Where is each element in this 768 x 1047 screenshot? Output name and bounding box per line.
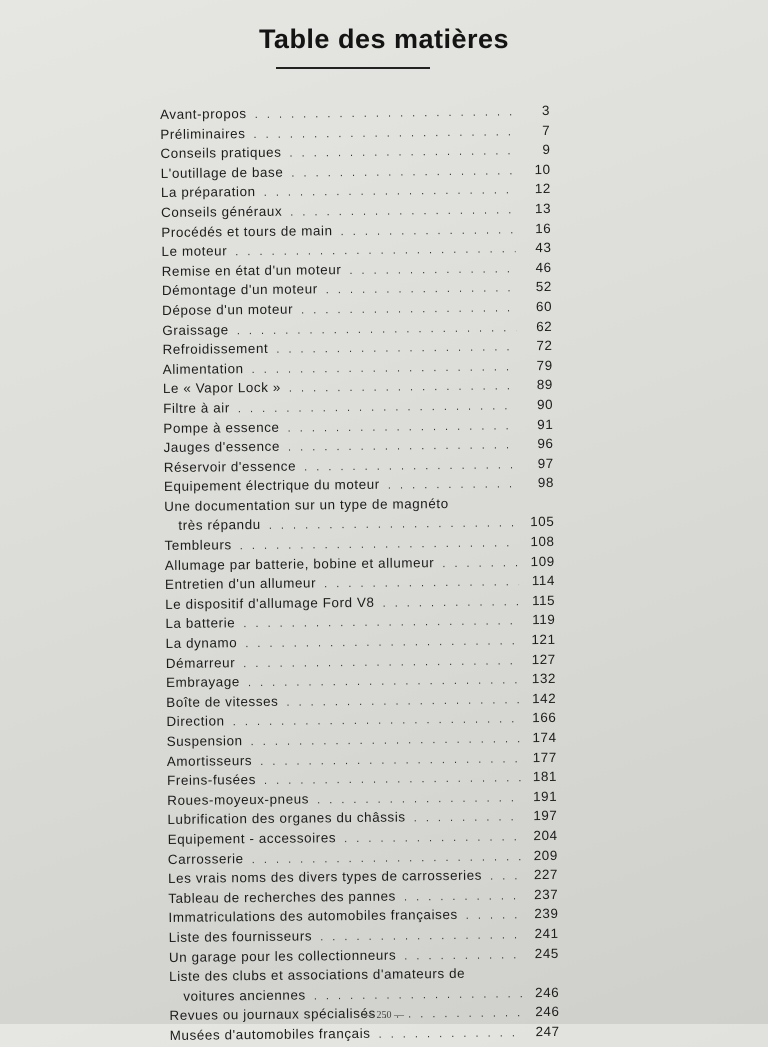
toc-entry-page-number: 142	[531, 690, 557, 706]
toc-entry-label: Tableau de recherches des pannes	[168, 888, 397, 906]
toc-entry-page-number: 12	[534, 181, 551, 197]
toc-entry-label: voitures anciennes	[183, 987, 306, 1004]
dot-leader	[243, 616, 519, 631]
dot-leader	[404, 949, 523, 962]
toc-entry-label: Suspension	[166, 733, 243, 749]
toc-entry-label: Un garage pour les collectionneurs	[168, 947, 397, 965]
toc-entry-label: Le dispositif d'allumage Ford V8	[165, 594, 375, 612]
dot-leader	[466, 910, 523, 923]
toc-entry-page-number: 181	[532, 769, 558, 785]
toc-entry-page-number: 127	[531, 651, 556, 667]
dot-leader	[255, 106, 515, 121]
toc-entry-page-number: 115	[531, 592, 556, 608]
toc-entry-page-number: 239	[534, 906, 559, 922]
toc-entry	[170, 1024, 560, 1047]
toc-entry-label: Dépose d'un moteur	[162, 301, 294, 318]
toc-entry-page-number: 204	[533, 827, 558, 844]
toc-entry-label: Procédés et tours de main	[161, 222, 333, 240]
toc-entry-page-number: 197	[533, 808, 558, 824]
toc-entry-page-number: 91	[537, 416, 554, 432]
dot-leader	[238, 400, 517, 415]
dot-leader	[252, 361, 517, 376]
dot-leader	[291, 165, 514, 179]
toc-entry-label: Jauges d'essence	[163, 438, 281, 456]
toc-entry-label: Le moteur	[161, 243, 228, 260]
dot-leader	[286, 694, 520, 708]
toc-entry-label: Démarreur	[165, 654, 236, 671]
toc-entry-page-number: 237	[534, 886, 559, 902]
toc-entry-label: Lubrification des organes du châssis	[167, 809, 406, 828]
toc-entry-page-number: 9	[542, 142, 551, 158]
toc-entry-label: Démontage d'un moteur	[161, 281, 318, 299]
toc-entry-label: L'outillage de base	[160, 164, 284, 181]
toc-entry-page-number: 98	[537, 475, 555, 491]
dot-leader	[248, 674, 520, 689]
dot-leader	[490, 870, 522, 882]
page-number-footer: — 250 —	[364, 1010, 404, 1021]
toc-entry-page-number: 245	[534, 945, 559, 961]
toc-entry-label: Les vrais noms des divers types de carrosseries	[168, 867, 483, 887]
toc-entry-page-number: 132	[531, 671, 557, 687]
toc-entry-page-number: 105	[530, 514, 555, 530]
toc-entry-page-number: 52	[535, 279, 552, 295]
toc-entry-page-number: 241	[534, 925, 559, 942]
dot-leader	[264, 185, 515, 200]
toc-entry-page-number: 166	[532, 710, 557, 726]
toc-entry-page-number: 7	[542, 122, 551, 138]
dot-leader	[326, 283, 516, 297]
toc-entry-page-number: 89	[536, 377, 554, 393]
toc-entry-label: Refroidissement	[162, 341, 269, 358]
toc-entry-page-number: 96	[537, 435, 554, 452]
toc-entry-label: Freins-fusées	[166, 772, 257, 789]
dot-leader	[324, 577, 519, 591]
toc-entry-page-number: 3	[541, 102, 551, 118]
toc-entry-label: Conseils pratiques	[160, 144, 282, 162]
toc-entry-label: Avant-propos	[160, 106, 247, 122]
page-title: Table des matières	[258, 24, 510, 54]
toc-entry-page-number: 16	[535, 220, 552, 236]
toc-entry-label: Préliminaires	[160, 125, 246, 142]
dot-leader	[269, 518, 519, 533]
toc-entry-label: Remise en état d'un moteur	[161, 261, 342, 279]
table-of-contents	[160, 103, 560, 1047]
dot-leader	[264, 772, 521, 787]
toc-entry-page-number: 209	[533, 847, 558, 863]
dot-leader	[243, 655, 520, 670]
toc-entry-page-number: 227	[533, 867, 559, 883]
toc-entry-page-number: 109	[530, 553, 555, 569]
dot-leader	[276, 341, 516, 356]
toc-entry-page-number: 90	[536, 396, 554, 412]
toc-entry-page-number: 177	[532, 749, 557, 765]
toc-entry-label: Revues ou journaux spécialisés	[169, 1006, 376, 1024]
toc-entry-label: Musées d'automobiles français	[169, 1025, 371, 1043]
toc-entry-label: Immatriculations des automobiles françaises	[168, 907, 458, 926]
dot-leader	[404, 890, 522, 903]
toc-entry-label: Boîte de vitesses	[166, 693, 279, 710]
toc-entry-label: La préparation	[160, 184, 256, 201]
toc-entry-label: Carrosserie	[167, 850, 244, 867]
dot-leader	[252, 851, 522, 866]
toc-entry-page-number: 114	[531, 573, 556, 589]
dot-leader	[253, 126, 514, 141]
dot-leader	[317, 792, 521, 806]
toc-entry-page-number: 62	[536, 318, 553, 334]
toc-entry-label: Equipement électrique du moteur	[163, 477, 380, 495]
dot-leader	[290, 204, 515, 218]
toc-entry-page-number: 10	[534, 161, 551, 177]
toc-entry-label: Filtre à air	[163, 400, 230, 416]
dot-leader	[251, 733, 521, 748]
toc-entry-label: Direction	[166, 713, 225, 730]
dot-leader	[233, 714, 521, 729]
dot-leader	[344, 831, 522, 845]
toc-entry-label: Liste des fournisseurs	[168, 928, 313, 945]
title-underline	[276, 67, 430, 69]
toc-entry-label: Entretien d'un allumeur	[164, 575, 317, 593]
toc-entry-page-number: 246	[535, 1004, 560, 1020]
dot-leader	[320, 929, 523, 943]
toc-entry-label: Equipement - accessoires	[167, 830, 337, 847]
dot-leader	[304, 459, 518, 473]
dot-leader	[237, 322, 517, 337]
toc-entry-page-number: 191	[533, 788, 558, 804]
toc-entry-label: La batterie	[165, 615, 236, 632]
toc-entry-label: Tembleurs	[164, 537, 232, 554]
dot-leader	[388, 479, 518, 492]
toc-entry-label: Une documentation sur un type de magnéto	[164, 495, 449, 514]
dot-leader	[314, 988, 524, 1002]
dot-leader	[341, 224, 516, 238]
dot-leader	[288, 420, 518, 434]
dot-leader	[260, 753, 521, 768]
dot-leader	[288, 439, 518, 453]
dot-leader	[414, 812, 522, 825]
dot-leader	[378, 1027, 523, 1041]
dot-leader	[235, 243, 515, 258]
dot-leader	[245, 635, 519, 650]
toc-entry-page-number: 247	[535, 1023, 560, 1040]
dot-leader	[382, 596, 519, 609]
toc-entry-page-number: 46	[535, 259, 552, 275]
toc-entry-label: Le « Vapor Lock »	[162, 380, 281, 397]
toc-entry-label: Allumage par batterie, bobine et allumeur	[164, 554, 435, 573]
toc-entry-label: Pompe à essence	[163, 419, 280, 436]
dot-leader	[240, 537, 519, 552]
toc-entry-label: Liste des clubs et associations d'amateurs de	[169, 965, 466, 985]
toc-entry-label: Alimentation	[162, 360, 244, 377]
toc-entry-page-number: 60	[535, 298, 553, 315]
toc-entry-page-number: 119	[532, 612, 556, 628]
toc-entry-label: très répandu	[178, 517, 261, 534]
dot-leader	[301, 302, 516, 316]
toc-entry-label: Réservoir d'essence	[163, 458, 297, 475]
dot-leader	[289, 145, 514, 159]
toc-entry-page-number: 97	[537, 455, 554, 471]
toc-entry-label: La dynamo	[165, 635, 238, 652]
dot-leader	[289, 381, 517, 395]
toc-entry-label: Conseils généraux	[161, 203, 283, 220]
toc-entry-page-number: 174	[532, 729, 557, 746]
toc-entry-page-number: 246	[535, 984, 560, 1000]
toc-entry-label: Roues-moyeux-pneus	[167, 791, 310, 808]
toc-entry-page-number: 79	[536, 357, 553, 373]
dot-leader	[349, 263, 515, 277]
toc-entry-label: Amortisseurs	[166, 752, 253, 769]
toc-entry-label: Embrayage	[165, 674, 240, 691]
toc-entry-page-number: 13	[534, 200, 552, 217]
toc-entry-page-number: 121	[531, 631, 556, 648]
toc-entry-page-number: 108	[530, 533, 555, 550]
toc-entry-label: Graissage	[162, 321, 229, 338]
dot-leader	[442, 557, 519, 570]
toc-entry-page-number: 43	[535, 240, 552, 256]
toc-entry-page-number: 72	[536, 338, 553, 354]
